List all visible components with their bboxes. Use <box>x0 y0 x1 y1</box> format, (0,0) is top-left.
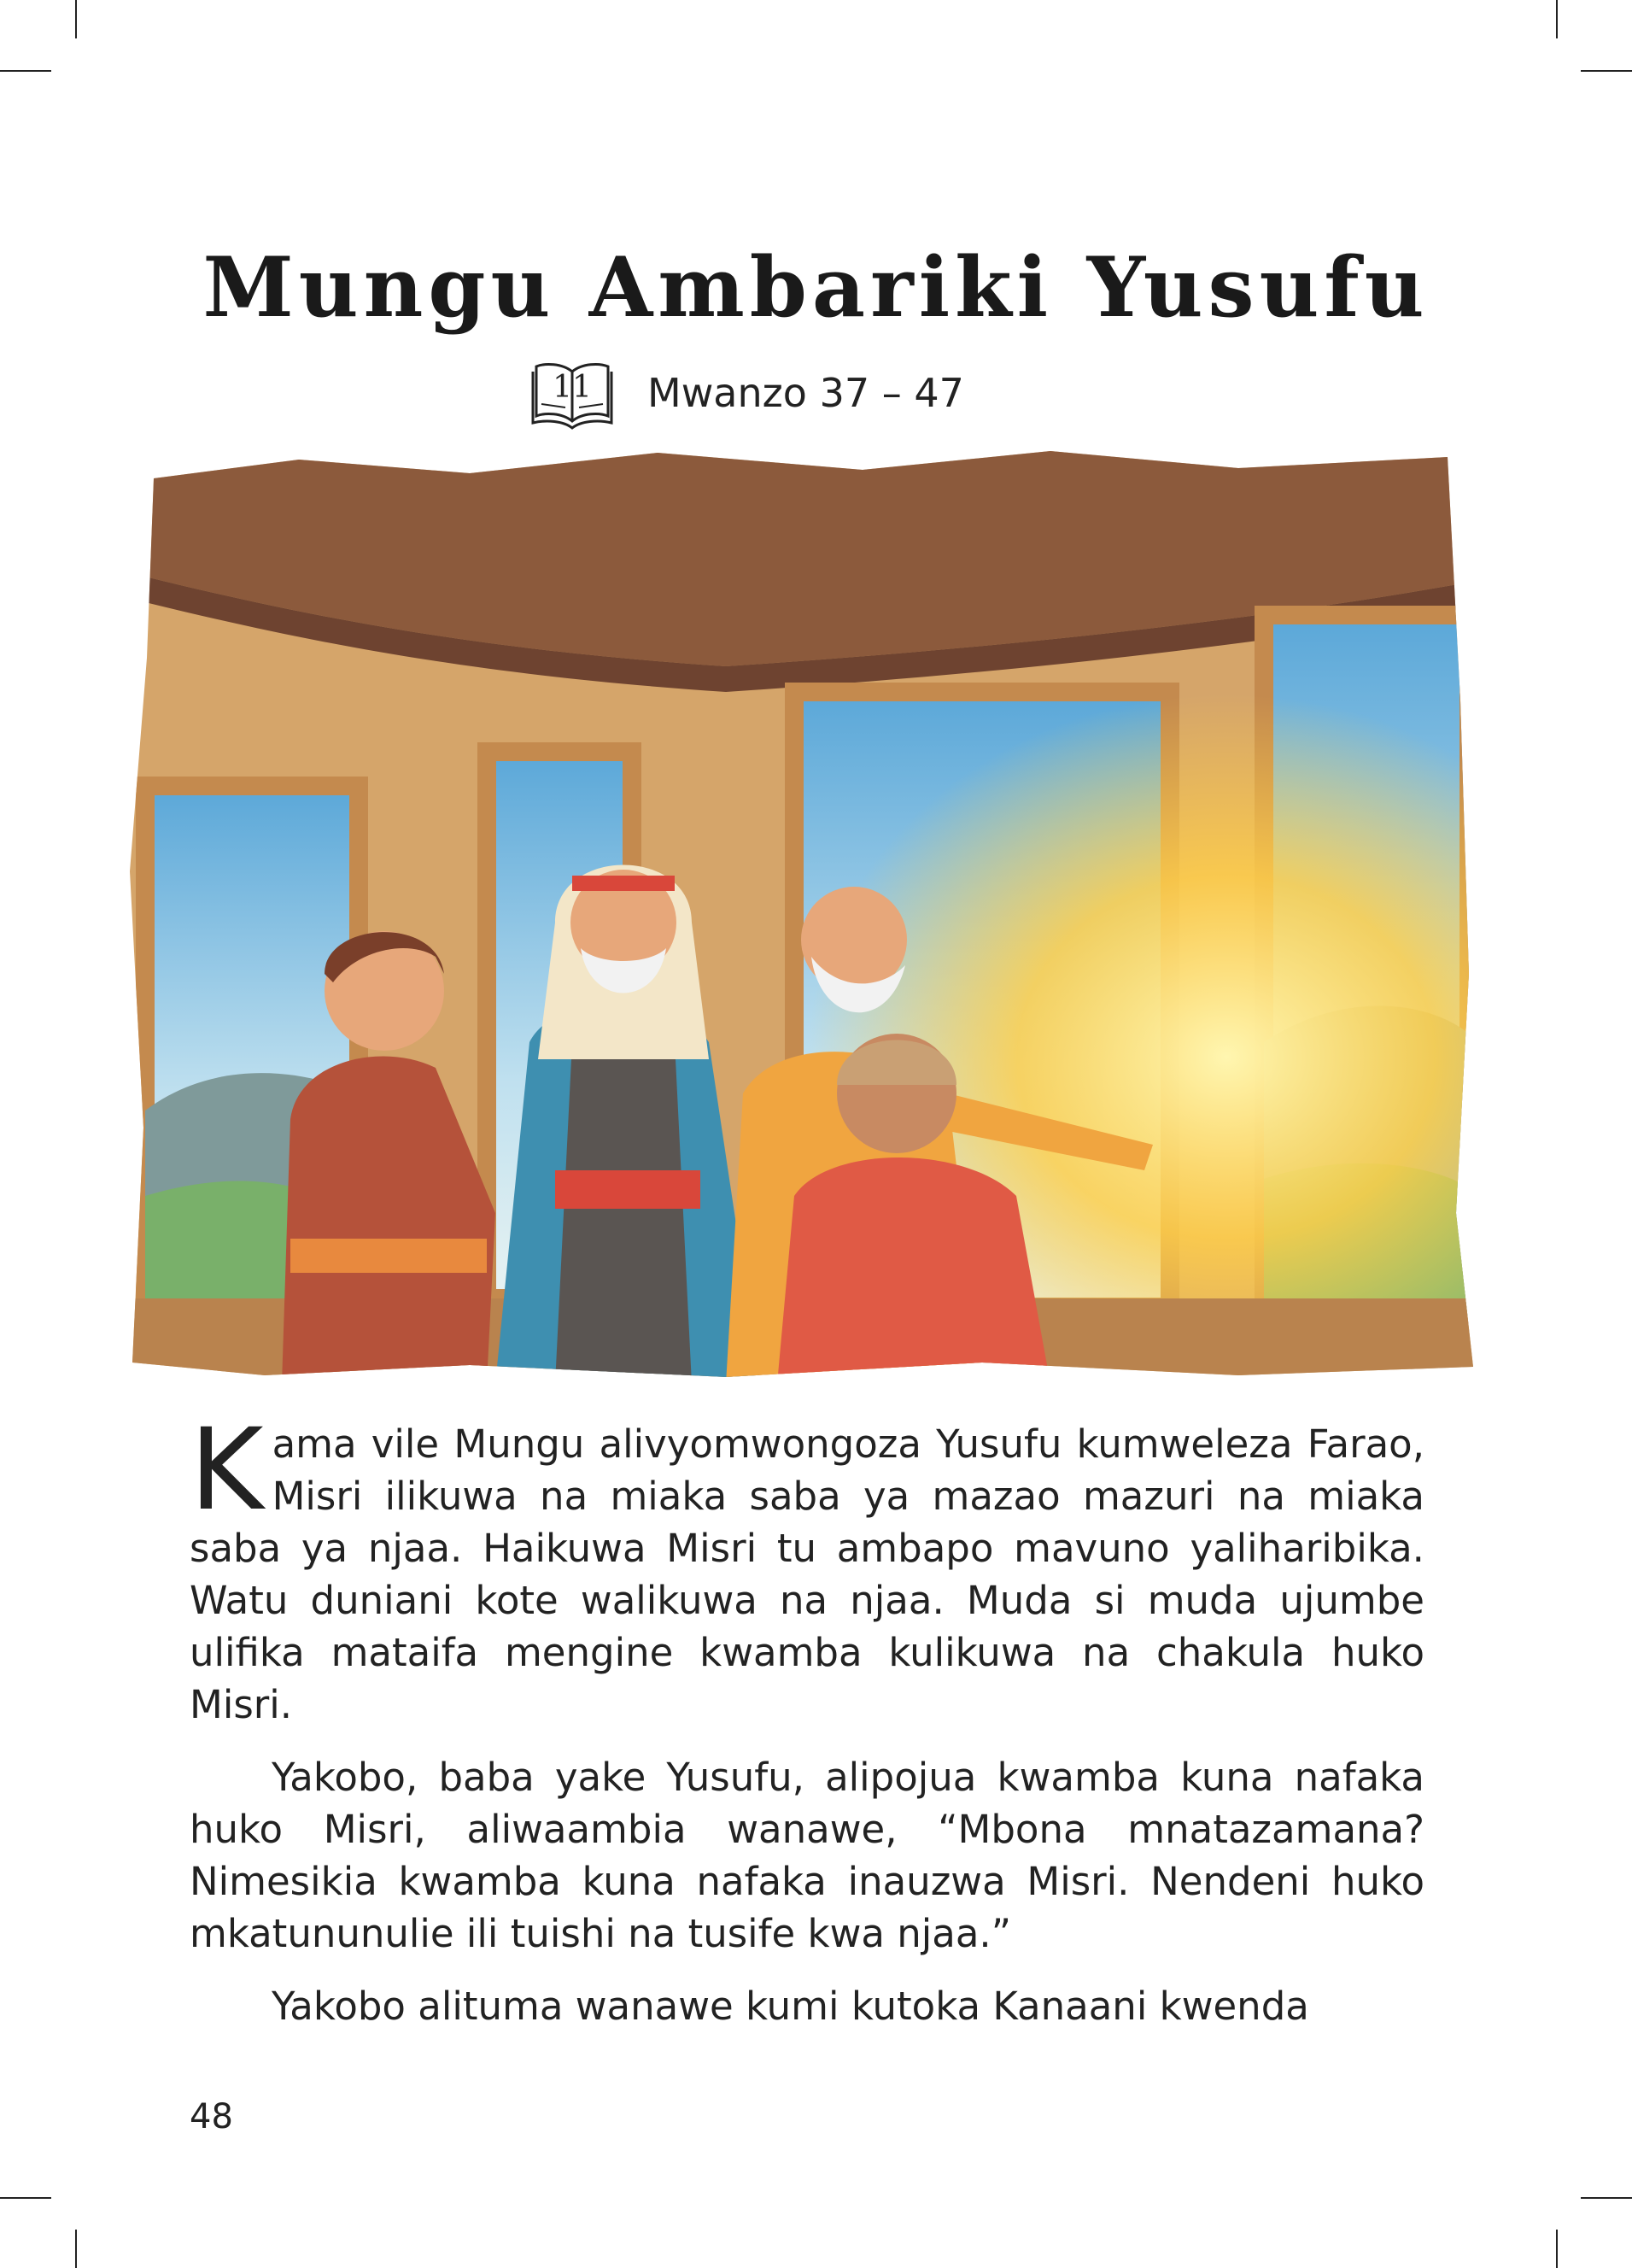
crop-mark <box>75 0 77 38</box>
crop-mark <box>0 70 51 72</box>
story-text <box>190 1404 1424 2053</box>
open-book-icon <box>529 355 615 431</box>
reference-text: Mwanzo 37 – 47 <box>647 370 964 416</box>
crop-mark <box>75 2230 77 2268</box>
illustration-jacob-reunion <box>128 444 1477 1384</box>
page-title: Mungu Ambariki Yusufu <box>202 239 1430 336</box>
page-number: 48 <box>190 2097 233 2136</box>
drop-cap: K <box>190 1404 264 1536</box>
crop-mark <box>0 2197 51 2199</box>
paragraph-2: Yakobo, baba yake Yusufu, alipojua kwamba kuna nafaka huko Misri, aliwaambia wanawe, “Mbona mnatazamana? Nimesikia kwamba kuna nafaka inauzwa Misri. Nendeni huko mkatununulie ili tuishi na tusife kwa njaa.” <box>190 1755 1424 1956</box>
paragraph-1 <box>190 1404 1424 1731</box>
paragraph-1-text: ama vile Mungu alivyomwongoza Yusufu kumweleza Farao, Misri ilikuwa na miaka saba ya mazao mazuri na miaka saba ya njaa. Haikuwa Misri tu ambapo mavuno yaliharibika. Watu duniani kote walikuwa na njaa. Muda si muda ujumbe ulifika mataifa mengine kwamba kulikuwa na chakula huko Misri. <box>190 1421 1424 1727</box>
crop-mark <box>1581 2197 1632 2199</box>
crop-mark <box>1556 0 1558 38</box>
paragraph-3: Yakobo alituma wanawe kumi kutoka Kanaani kwenda <box>272 1984 1309 2029</box>
scripture-reference <box>529 355 964 431</box>
crop-mark <box>1556 2230 1558 2268</box>
chapter-number: 11 <box>553 370 592 405</box>
crop-mark <box>1581 70 1632 72</box>
